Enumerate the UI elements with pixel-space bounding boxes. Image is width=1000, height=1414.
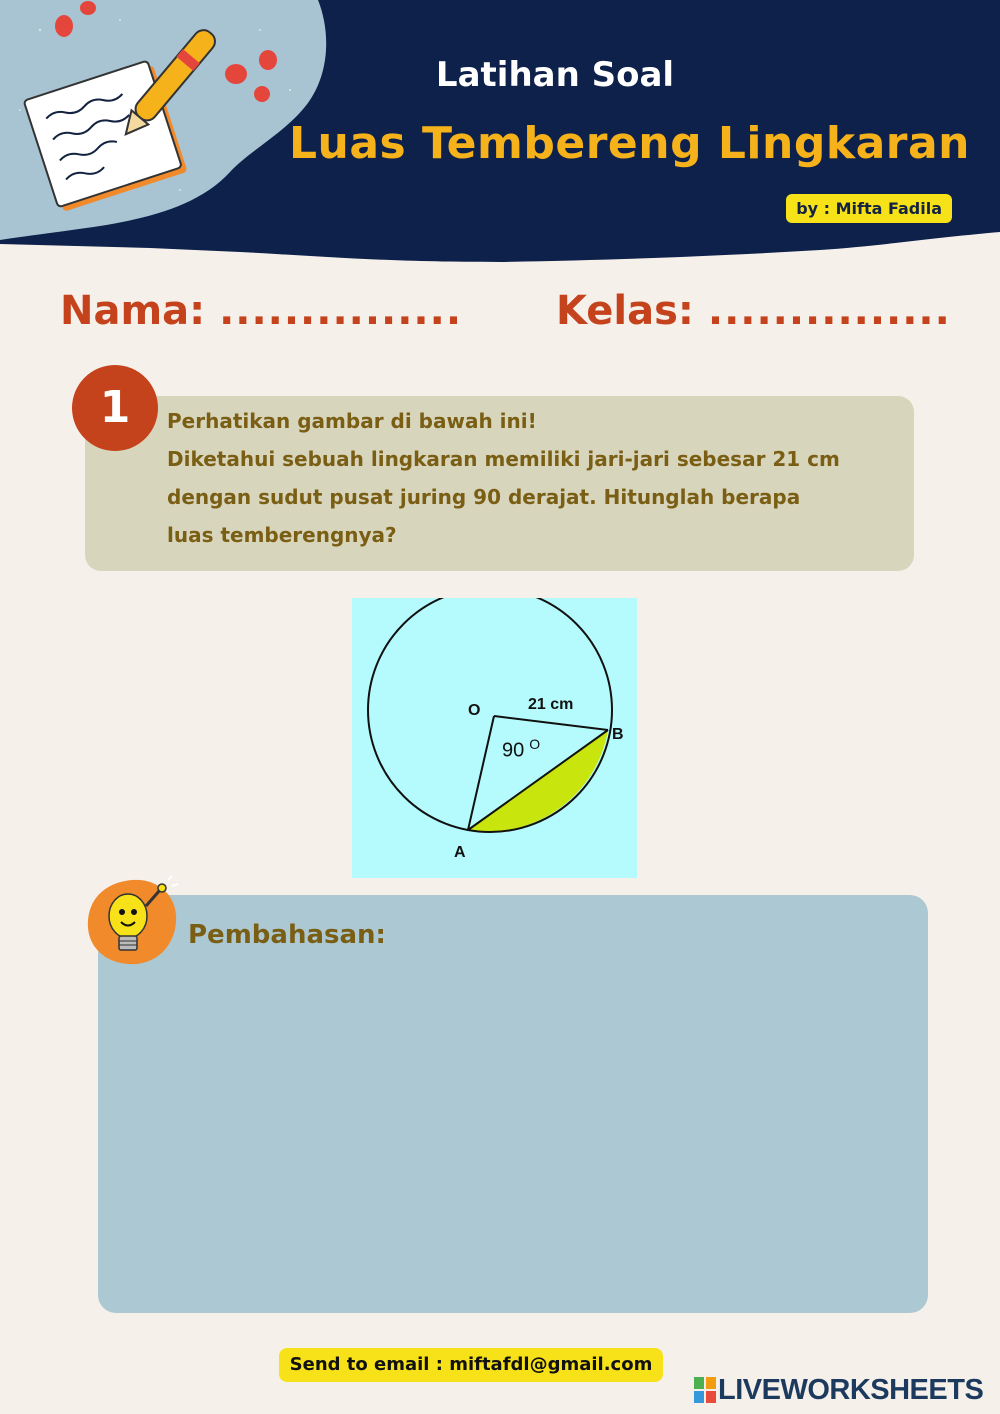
- brand-name: LIVEWORKSHEETS: [718, 1374, 984, 1406]
- circle-diagram: [352, 598, 637, 878]
- question-line: dengan sudut pusat juring 90 derajat. Hitunglah berapa: [167, 485, 801, 509]
- radius-ob: [494, 716, 608, 730]
- question-text: [167, 402, 907, 554]
- question-line: Perhatikan gambar di bawah ini!: [167, 409, 537, 433]
- circle-segment-figure: [352, 598, 637, 878]
- label-point-a: A: [454, 844, 466, 861]
- class-dots: ...............: [707, 288, 951, 334]
- worksheet-title: Latihan Soal: [435, 55, 675, 95]
- label-angle: [502, 736, 540, 763]
- angle-degree: O: [529, 736, 541, 752]
- label-radius: 21 cm: [528, 696, 574, 713]
- question-line: luas temberengnya?: [167, 523, 397, 547]
- liveworksheets-logo-icon: [694, 1377, 716, 1403]
- worksheet-topic: Luas Tembereng Lingkaran: [288, 118, 970, 169]
- email-badge: Send to email : miftafdl@gmail.com: [279, 1348, 663, 1382]
- label-center-o: O: [468, 702, 481, 719]
- label-point-b: B: [612, 726, 624, 743]
- question-number-badge: 1: [72, 365, 158, 451]
- name-dots: ...............: [219, 288, 463, 334]
- lightbulb-mascot-icon: [84, 876, 180, 968]
- name-label: Nama:: [60, 288, 206, 334]
- class-field[interactable]: [556, 288, 951, 334]
- circle-outline: [368, 598, 612, 832]
- radius-oa: [468, 716, 494, 830]
- answer-input[interactable]: [188, 968, 892, 1282]
- answer-label: Pembahasan:: [188, 920, 386, 950]
- angle-value: 90: [502, 739, 525, 762]
- question-line: Diketahui sebuah lingkaran memiliki jari-jari sebesar 21 cm: [167, 447, 840, 471]
- name-field[interactable]: [60, 288, 462, 334]
- class-label: Kelas:: [556, 288, 694, 334]
- author-badge: by : Mifta Fadila: [786, 194, 952, 223]
